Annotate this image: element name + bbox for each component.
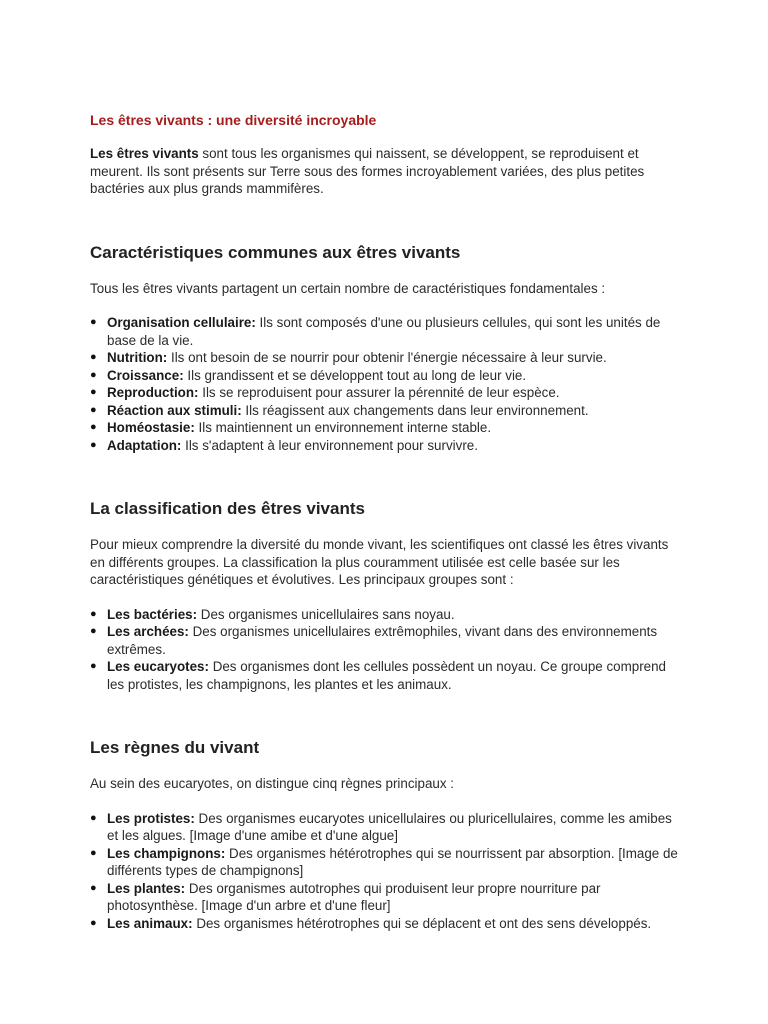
list-item-term: Les animaux: [107,915,193,931]
list-item [90,845,680,880]
list-item [90,384,680,402]
list-item-term: Nutrition: [107,350,168,365]
bullet-icon: ● [90,368,97,381]
list-item-term: Réaction aux stimuli: [107,402,242,418]
intro-text: sont tous les organismes qui naissent, se développent, se reproduisent et meurent. Ils sont présents sur Terre sous des formes incroyablement variées, des plus petites bactéries aux plus grands mammifères. [90,146,645,196]
list-item [90,810,680,845]
list-item-term: Les champignons: [107,845,226,861]
section-heading: La classification des êtres vivants [90,499,365,518]
list-item [90,349,680,367]
list-item-term: Les eucaryotes: [107,659,209,674]
list-item-text: Ils maintiennent un environnement interne stable. [194,420,492,435]
list-item-text: Des organismes dont les cellules possèdent un noyau. Ce groupe comprend les protistes, les champignons, les plantes et les animaux. [107,659,667,692]
list-item-term: Les protistes: [107,810,195,826]
bullet-icon: ● [90,386,97,398]
bullet-list [90,606,680,694]
list-item-text: Ils réagissent aux changements dans leur environnement. [241,402,589,418]
list-item-text: Des organismes unicellulaires sans noyau. [197,606,455,622]
bullet-icon: ● [90,438,97,451]
bullet-icon: ● [90,660,97,672]
list-item-text: Ils ont besoin de se nourrir pour obtenir l'énergie nécessaire à leur survie. [167,350,607,365]
bullet-icon: ● [90,811,97,824]
section-classification [90,498,680,693]
list-item-term: Homéostasie: [107,420,195,435]
list-item [90,437,680,455]
bullet-icon: ● [90,351,97,363]
document-title: Les êtres vivants : une diversité incroyable [90,112,377,128]
bullet-icon: ● [90,846,97,859]
bullet-icon: ● [90,421,97,433]
list-item-text: Des organismes autotrophes qui produisent leur propre nourriture par photosynthèse. [Image d'un arbre et d'une fleur] [107,880,601,913]
list-item-term: Reproduction: [107,385,199,400]
bullet-icon: ● [90,607,97,620]
section-regnes [90,737,680,932]
bullet-icon: ● [90,916,97,929]
list-item-text: Ils se reproduisent pour assurer la pérennité de leur espèce. [198,385,560,400]
list-item-text: Des organismes unicellulaires extrêmophiles, vivant dans des environnements extrêmes. [107,624,658,657]
section-heading: Les règnes du vivant [90,738,260,757]
list-item-term: Adaptation: [107,437,182,453]
bullet-list [90,314,680,454]
list-item-text: Ils s'adaptent à leur environnement pour survivre. [181,437,478,453]
list-item [90,915,680,933]
list-item-text: Ils grandissent et se développent tout au long de leur vie. [183,367,527,383]
intro-term: Les êtres vivants [90,146,199,161]
list-item [90,880,680,915]
section-caracteristiques [90,242,680,455]
bullet-icon: ● [90,881,97,894]
list-item [90,606,680,624]
section-heading: Caractéristiques communes aux êtres vivants [90,242,461,262]
bullet-icon: ● [90,316,97,328]
bullet-list [90,810,680,933]
list-item [90,658,680,693]
list-item-term: Croissance: [107,367,184,383]
list-item [90,314,680,349]
bullet-icon: ● [90,625,97,637]
list-item-text: Des organismes hétérotrophes qui se déplacent et ont des sens développés. [192,915,652,931]
list-item-text: Des organismes eucaryotes unicellulaires ou pluricellulaires, comme les amibes et les algues. [Image d'une amibe et d'une algue] [107,810,672,843]
intro-paragraph [90,145,680,198]
list-item [90,402,680,420]
list-item-term: Les plantes: [107,880,186,896]
section-lead: Au sein des eucaryotes, on distingue cinq règnes principaux : [90,776,454,791]
section-lead: Tous les êtres vivants partagent un certain nombre de caractéristiques fondamentales : [90,280,606,296]
bullet-icon: ● [90,403,97,416]
list-item [90,367,680,385]
list-item [90,419,680,437]
list-item-term: Les bactéries: [107,606,198,622]
list-item [90,623,680,658]
list-item-text: Ils sont composés d'une ou plusieurs cellules, qui sont les unités de base de la vie. [107,315,661,348]
list-item-term: Les archées: [107,624,189,639]
list-item-text: Des organismes hétérotrophes qui se nourrissent par absorption. [Image de différents types de champignons] [107,845,678,878]
list-item-term: Organisation cellulaire: [107,315,256,330]
section-lead: Pour mieux comprendre la diversité du monde vivant, les scientifiques ont classé les êtres vivants en différents groupes. La classification la plus couramment utilisée est celle basée sur les caractéristiques génétiques et évolutives. Les principaux groupes sont : [90,537,669,587]
